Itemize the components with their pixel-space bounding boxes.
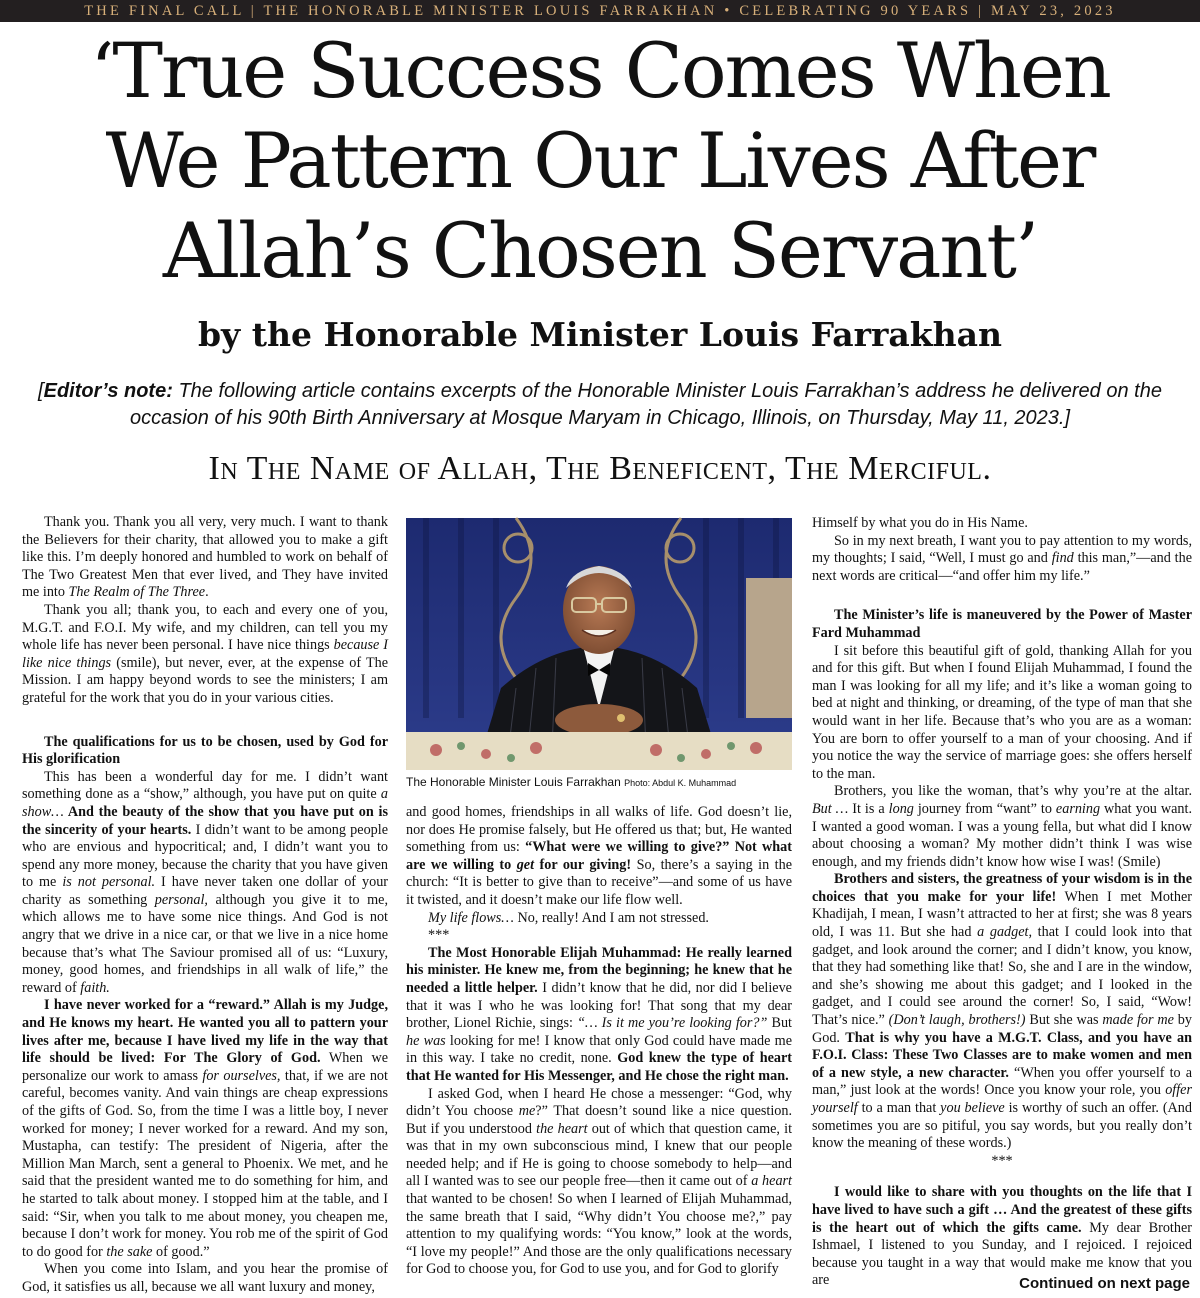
paragraph: I have never worked for a “reward.” Allah is my Judge, and He knows my heart. He wanted you all to pattern your lives after me, because I have lived my life in the way that life should be lived: For The Glory of God. When we personalize our work to amass for ourselves, that, if we are not careful, becomes vanity. And vain things are cheap expressions of the gifts of God. So, from the time I was a little boy, I never worked for money; I never worked for a reward. And my son, Mustapha, can testify: The president of Nigeria, after the Million Man March, sent a general to Phoenix. We met, and he said that the president wanted me to do something for him, and he started to talk about money. I stopped him at the table, and I said: “Sir, when you talk to me about money, you cheapen me, because I don’t work for money. You rob me of the spirit of God to do good for the sake of good.” [22,997,388,1260]
paragraph: Thank you all; thank you, to each and every one of you, M.G.T. and F.O.I. My wife, and my children, can tell you my whole life has never been personal. I have nice things because I like nice things (smile), but never, ever, at the expense of The Mission. I am happy beyond words to see the ministers; I am grateful for the work that you do in your various cities. [22,601,389,706]
paragraph: So in my next breath, I want you to pay attention to my words, my thoughts; I said, “Well, I must go and find this man,”—and the next words are critical—“and offer him my life.” [812,532,1192,584]
editor-note-label: Editor’s note: [43,380,173,402]
paragraph: This has been a wonderful day for me. I didn’t want something done as a “show,” although, you have put on quite a show… And the beauty of the show that you have put on is the sincerity of your hearts. I didn’t want to be among people who are envious and hypocritical; and, I didn’t want you to spend any more money, because the charity that you have given to me is not personal. I have never taken one dollar of your charity as something personal, although you give it to me, which allows me to have some nice things. And God is not angry that we drive in a nice car, or that we live in a nice home because that’s what The Saviour promised all of us: “Luxury, money, good homes, and friendships in all walk of life,” the reward of faith. [22,768,389,996]
headline-line-1: ‘True Success Comes When [90,26,1110,115]
paragraph: and good homes, friendships in all walks of life. God doesn’t lie, nor does He promise falsely, but He offered us that; but, He wanted something from us: “What were we willing to give?” Not what are we willing to get for our giving! So, there’s a saying in the church: “It is better to give than to receive”—and some of us have it twisted, and it doesn’t make our life flow well. [406,804,792,908]
photo-caption: The Honorable Minister Louis Farrakhan Photo: Abdul K. Muhammad [406,775,737,789]
byline: by the Honorable Minister Louis Farrakhan [197,315,1002,354]
paragraph: Himself by what you do in His Name. [812,515,1028,531]
paragraph: Thank you. Thank you all very, very much. I want to thank the Believers for their charity, that allowed you to make a gift like this. I’m deeply honored and humbled to work on behalf of The Two Greatest Men that ever lived, and They have invited me into The Realm of The Three. [22,514,388,601]
minister-portrait-image [406,518,792,770]
editor-note-text: The following article contains excerpts of the Honorable Minister Louis Farrakhan’s address he delivered on the occasion of his 90th Birth Anniversary at Mosque Maryam in Chicago, Illinois, on Thursday, May 11, 2023. [129,380,1162,429]
photo-credit: Photo: Abdul K. Muhammad [624,778,737,788]
headline [0,26,1200,296]
paragraph: I asked God, when I heard He chose a messenger: “God, why didn’t You choose me?” That doesn’t sound like a nice question. But if you understood the heart out of which that question came, it was that in my own subconscious mind, I knew that our people needed help; and if He is going to choose somebody to help—and all I wanted was to see our people free—then it came out of a heart that wanted to be chosen! So when I learned of Elijah Muhammad, the same breath that I said, “Why didn’t You choose me?,” pay attention to my qualifying words: “You know,” look at the words, “I love my people!” And those are the only qualifications necessary for God to choose you, for God to use you, and for God to glorify [406,1085,793,1278]
headline-line-3: Allah’s Chosen Servant’ [162,206,1038,295]
article-column-1 [22,514,388,1294]
paragraph: Brothers and sisters, the greatness of your wisdom is in the choices that you make for your life! When I met Mother Khadijah, I mean, I wasn’t attracted to her at first; she was 8 years old, I was 11. But she had a gadget, that I could look into that gadget, and look around the corner; and I didn’t know, you know, that they had something like that! So, she and I are in the window, and she’s showing me about this gadget; and I looked in the gadget, and I could see around the corner! So, I said, “Wow! That’s nice.” (Don’t laugh, brothers!) But she was made for me by God. That is why you have a M.G.T. Class, and you have an F.O.I. Class: These Two Classes are to make women and men of a new style, a new character. “When you offer yourself to a man,” just look at the words! Once you know your role, you offer yourself to a man that you believe is worthy of such an offer. (And sometimes you are so pitiful, you say words, but you really don’t know the meaning of these words.) [812,871,1192,1152]
paragraph: When you come into Islam, and you hear the promise of God, it satisfies us all, because we all want luxury and money, [22,1261,388,1295]
article-column-2 [406,804,792,1294]
subhead: The Minister’s life is maneuvered by the Power of Master Fard Muhammad [812,607,1192,641]
paragraph: I sit before this beautiful gift of gold, thanking Allah for you and for this gift. But when I found Elijah Muhammad, I found the man I was looking for all my life; and it’s like a woman going to bed at night and thinking, or dreaming, of the type of man that she would want in her life. Because that’s who you are as a woman: You are born to offer yourself to a man of your choosing. And if you notice the way the service of marriage goes: she offers herself to the man. [812,642,1192,782]
article-photo [406,518,792,770]
paragraph: Brothers, you like the woman, that’s why you’re at the altar. But … It is a long journey from “want” to earning what you want. I wanted a good woman. I was a young fella, but what did I know about choosing a woman? My mother didn’t think I was wise enough, and my friends didn’t know how wise I was! (Smile) [812,783,1192,870]
paragraph: I would like to share with you thoughts on the life that I have lived to have such a gift … And the greatest of these gifts is the heart out of which the gifts came. My dear Brother Ishmael, I listened to you Sunday, and I rejoiced. I rejoiced because you taught in a way that would make me know that you are [812,1184,1192,1289]
paragraph: My life flows… No, really! And I am not stressed. [428,909,709,926]
bismillah: In The Name of Allah, The Beneficent, The Merciful. [208,450,992,487]
headline-line-2: We Pattern Our Lives After [105,116,1095,205]
section-break: *** [428,927,450,944]
continued-link[interactable]: Continued on next page [1019,1275,1190,1292]
section-break: *** [991,1152,1013,1169]
subhead: The qualifications for us to be chosen, used by God for His glorification [22,733,388,768]
paragraph: The Most Honorable Elijah Muhammad: He really learned his minister. He knew me, from the beginning; he knew that he needed a little helper. I didn’t know that he did, nor did I believe that it was I who he was looking for! That song that my dear brother, Lionel Richie, sings: “… Is it me you’re looking for?” But he was looking for me! I know that only God could have made me in this way. I take no credit, none. God knew the type of heart that He wanted for His Messenger, and He chose the right man. [406,944,792,1084]
masthead-bar: THE FINAL CALL | THE HONORABLE MINISTER LOUIS FARRAKHAN • CELEBRATING 90 YEARS | MAY 23, 2023 [0,0,1200,22]
editor-note: [Editor’s note: The following article contains excerpts of the Honorable Minister Louis Farrakhan’s address he delivered on the occasion of his 90th Birth Anniversary at Mosque Maryam in Chicago, Illinois, on Thursday, May 11, 2023.] [38,380,1162,429]
